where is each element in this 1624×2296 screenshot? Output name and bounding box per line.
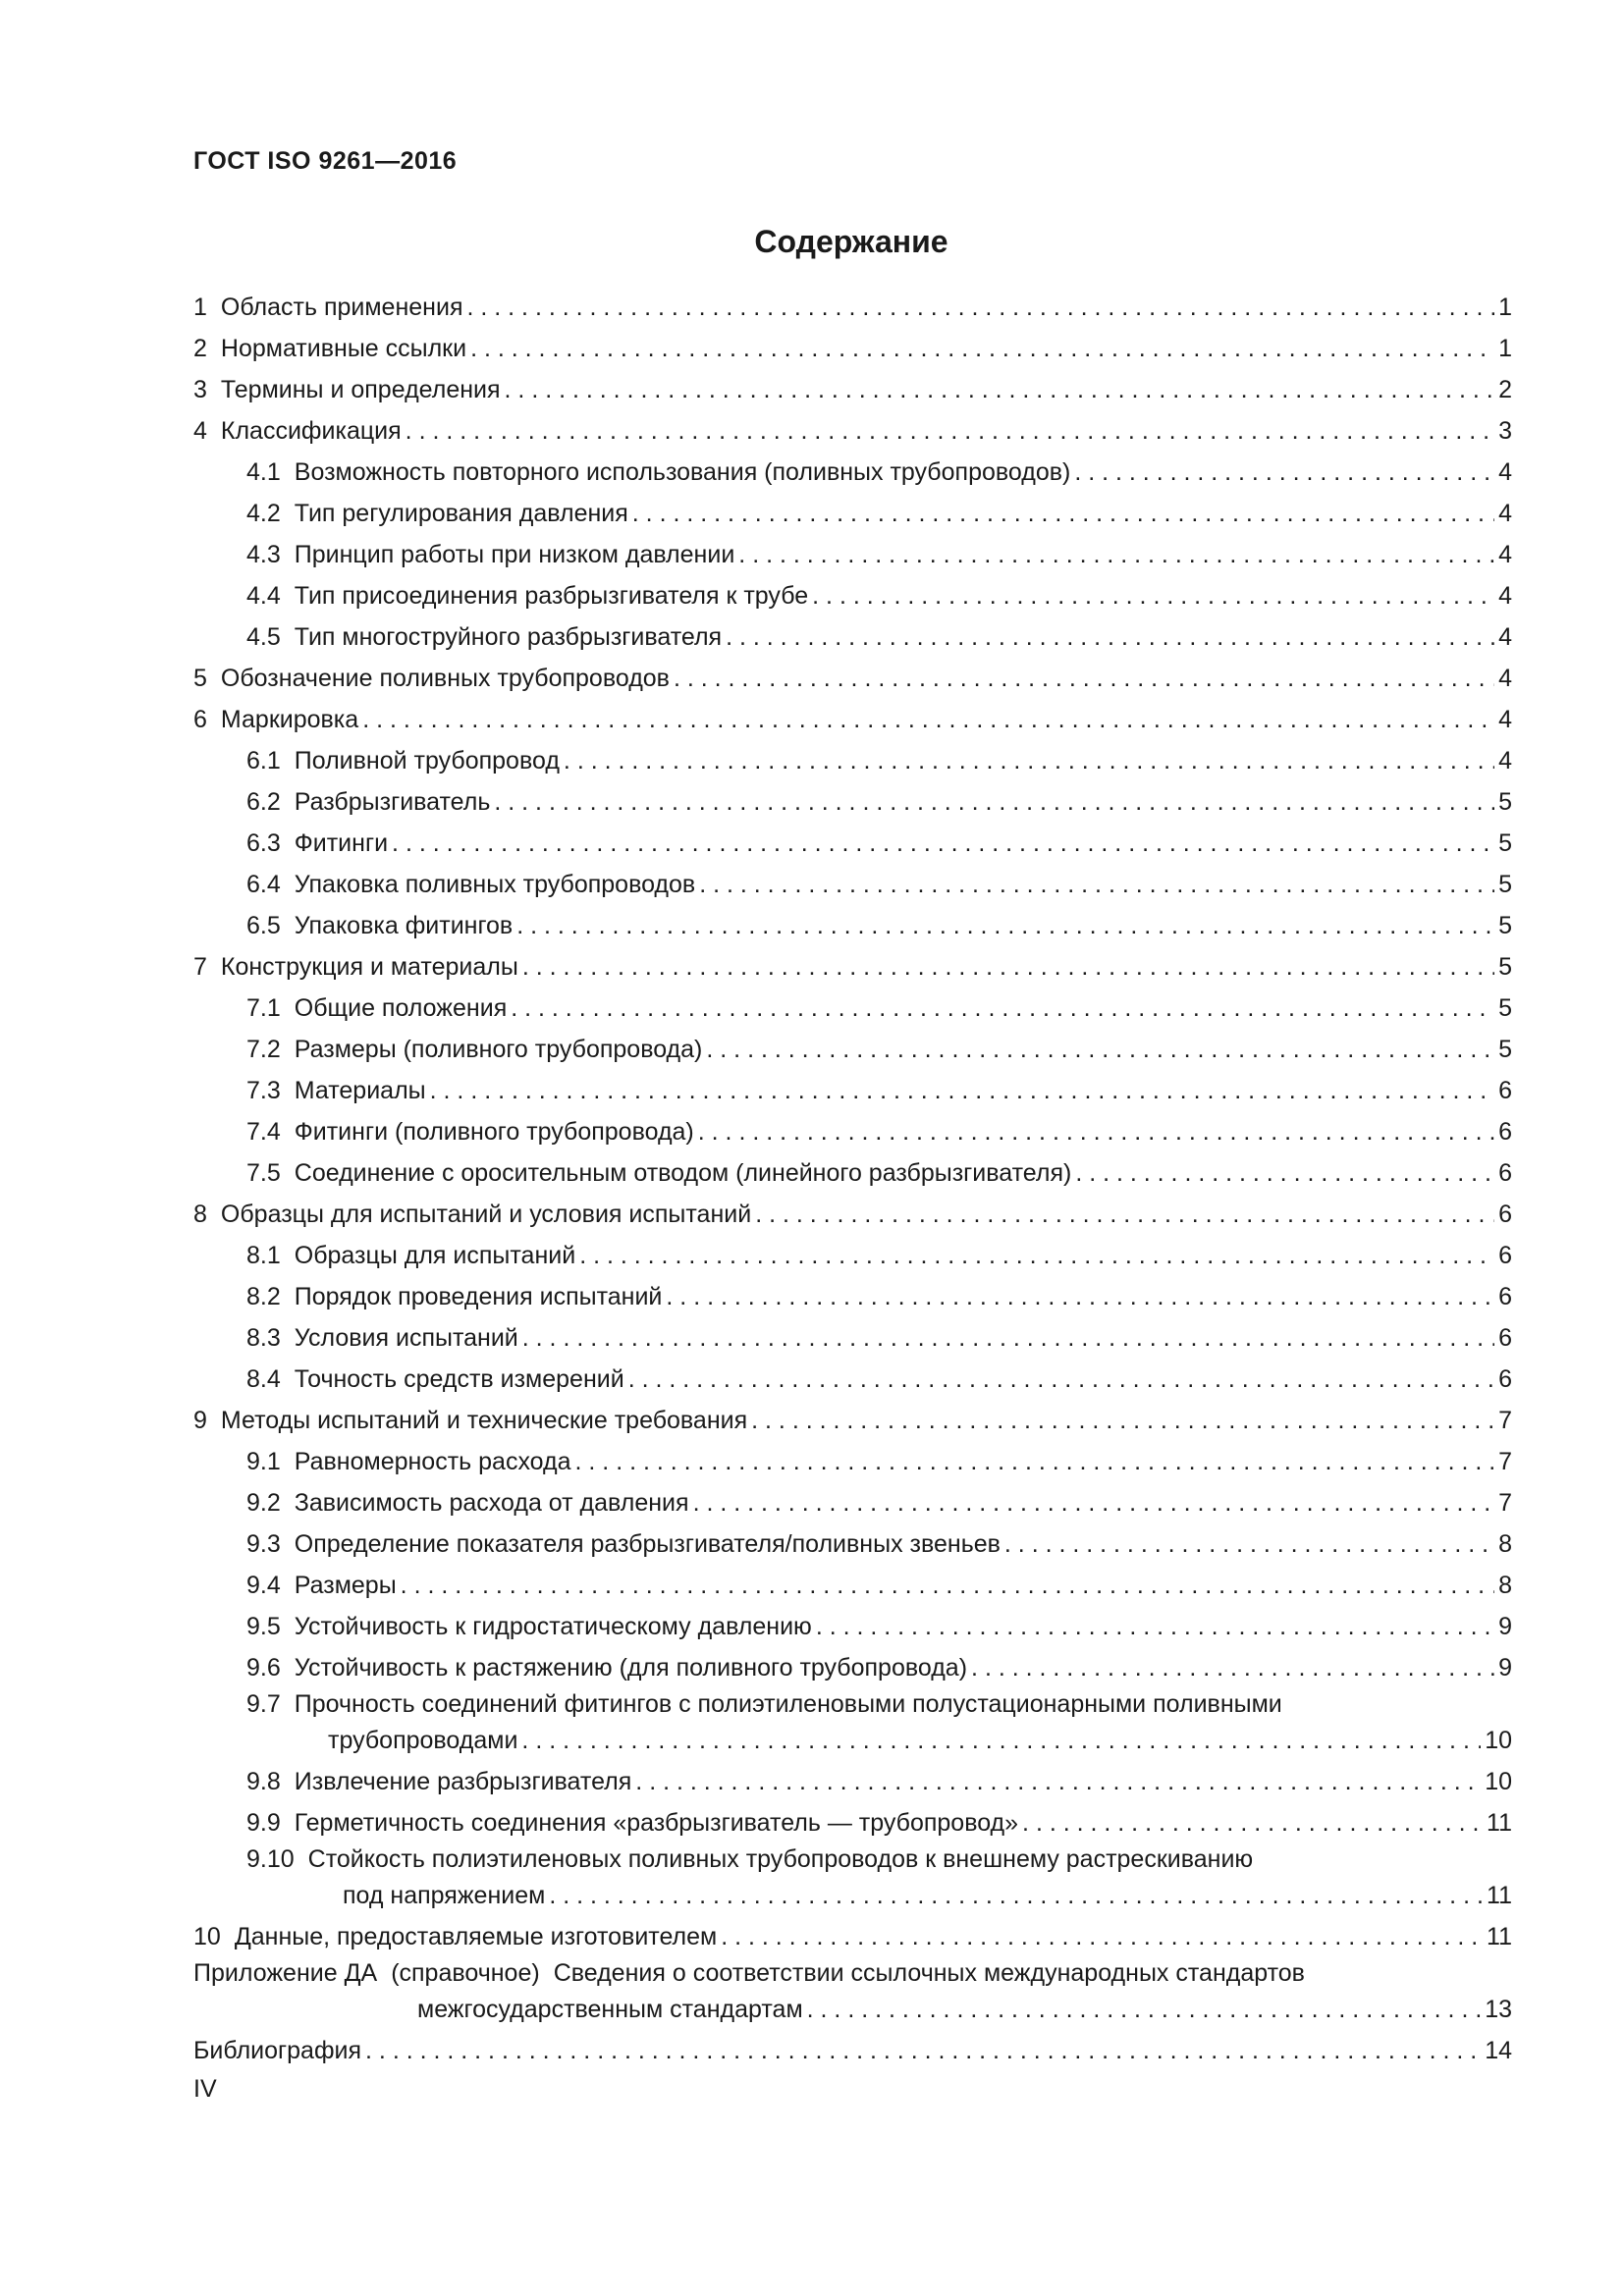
toc-section-number: 4.4 (246, 582, 281, 610)
toc-dot-leader (674, 665, 1494, 693)
toc-page-number: 5 (1498, 1036, 1512, 1063)
toc-section-title: Герметичность соединения «разбрызгиватель — трубопровод» (294, 1809, 1019, 1837)
toc-section-number: 7.2 (246, 1036, 281, 1063)
toc-dot-leader (726, 623, 1494, 652)
toc-entry-line (193, 706, 1512, 734)
toc-entry[interactable] (193, 862, 1512, 903)
toc-section-number: 8.1 (246, 1242, 281, 1269)
toc-page-number: 6 (1498, 1077, 1512, 1104)
toc-section-title: Общие положения (294, 994, 508, 1022)
toc-page-number: 11 (1487, 1809, 1512, 1837)
toc-dot-leader (579, 1242, 1494, 1270)
toc-page-number: 4 (1498, 582, 1512, 610)
toc-entry[interactable] (193, 1398, 1512, 1439)
toc-dot-leader (812, 582, 1494, 611)
toc-entry-first-line (246, 1690, 1512, 1719)
toc-page-number: 5 (1498, 994, 1512, 1022)
toc-entry[interactable] (193, 2028, 1512, 2069)
toc-entry[interactable] (193, 450, 1512, 491)
toc-section-number: 8.4 (246, 1365, 281, 1393)
toc-section-number: 9.2 (246, 1489, 281, 1517)
toc-page-number: 2 (1498, 376, 1512, 403)
toc-section-title: Принцип работы при низком давлении (294, 541, 735, 568)
toc-section-number: 7.4 (246, 1118, 281, 1146)
toc-entry-line (246, 1365, 1512, 1394)
toc-entry-line (193, 376, 1512, 404)
toc-page-number: 14 (1485, 2037, 1512, 2064)
toc-entry-line (193, 953, 1512, 982)
toc-section-title: Тип регулирования давления (294, 500, 628, 527)
toc-page-number: 4 (1498, 623, 1512, 651)
toc-section-title: Упаковка поливных трубопроводов (294, 871, 696, 898)
toc-entry[interactable] (193, 1800, 1512, 1842)
toc-dot-leader (494, 788, 1494, 817)
toc-section-number: 9 (193, 1407, 207, 1434)
toc-section-title: Точность средств измерений (294, 1365, 624, 1393)
toc-page-number: 7 (1498, 1448, 1512, 1475)
toc-entry-line (193, 1923, 1512, 1951)
toc-page-number: 4 (1498, 665, 1512, 692)
toc-section-title: Возможность повторного использования (поливных трубопроводов) (294, 458, 1071, 486)
toc-page-number: 9 (1498, 1654, 1512, 1682)
toc-entry-line (246, 1768, 1512, 1796)
toc-section-number: 9.3 (246, 1530, 281, 1558)
toc-section-number: 7 (193, 953, 207, 981)
toc-entry-line (246, 747, 1512, 775)
toc-entry[interactable] (193, 614, 1512, 656)
toc-dot-leader (575, 1448, 1494, 1476)
toc-page-number: 4 (1498, 541, 1512, 568)
toc-section-title: Область применения (220, 294, 463, 321)
toc-section-number: 9.1 (246, 1448, 281, 1475)
toc-entry[interactable] (193, 326, 1512, 367)
toc-section-number: 2 (193, 335, 207, 362)
toc-page-number: 5 (1498, 788, 1512, 816)
toc-page-number: 4 (1498, 747, 1512, 774)
toc-entry-line (246, 1489, 1512, 1518)
toc-page-number: 3 (1498, 417, 1512, 445)
toc-entry-line (193, 294, 1512, 322)
toc-entry[interactable] (193, 573, 1512, 614)
toc-section-number: 9.6 (246, 1654, 281, 1682)
toc-entry[interactable] (193, 1522, 1512, 1563)
toc-dot-leader (522, 1324, 1494, 1353)
toc-entry[interactable] (193, 1955, 1512, 2028)
toc-section-title: Соединение с оросительным отводом (линейного разбрызгивателя) (294, 1159, 1072, 1187)
toc-page-number: 11 (1487, 1923, 1512, 1950)
toc-page-number: 6 (1498, 1324, 1512, 1352)
toc-section-title: Нормативные ссылки (220, 335, 467, 362)
toc-section-title: Определение показателя разбрызгивателя/поливных звеньев (294, 1530, 1001, 1558)
toc-dot-leader (755, 1201, 1494, 1229)
toc-dot-leader (511, 994, 1494, 1023)
toc-page-number: 5 (1498, 912, 1512, 939)
toc-entry[interactable] (193, 1842, 1512, 1914)
toc-dot-leader (632, 500, 1494, 528)
toc-dot-leader (401, 1572, 1494, 1600)
toc-section-title: Зависимость расхода от давления (294, 1489, 689, 1517)
toc-page-number: 5 (1498, 871, 1512, 898)
toc-page-number: 5 (1498, 829, 1512, 857)
toc-section-number: 4.1 (246, 458, 281, 486)
toc-entry-line (193, 1201, 1512, 1229)
toc-entry-line (193, 1996, 1512, 2024)
toc-section-number: 3 (193, 376, 207, 403)
toc-entry-first-line (193, 1959, 1512, 1988)
toc-entry[interactable] (193, 1150, 1512, 1192)
page-number: IV (193, 2075, 217, 2103)
toc-page-number: 4 (1498, 500, 1512, 527)
toc-entry-line (246, 1530, 1512, 1559)
toc-section-title-continuation: межгосударственным стандартам (417, 1996, 803, 2023)
toc-dot-leader (693, 1489, 1494, 1518)
toc-entry[interactable] (193, 1604, 1512, 1645)
toc-dot-leader (1004, 1530, 1494, 1559)
toc-section-title: Порядок проведения испытаний (294, 1283, 663, 1310)
toc-entry[interactable] (193, 903, 1512, 944)
toc-section-number: 6.5 (246, 912, 281, 939)
toc-dot-leader (505, 376, 1494, 404)
toc-section-number: 8.2 (246, 1283, 281, 1310)
toc-entry-line (246, 623, 1512, 652)
toc-section-title: Условия испытаний (294, 1324, 518, 1352)
document-code-header: ГОСТ ISO 9261—2016 (193, 147, 458, 175)
toc-dot-leader (392, 829, 1494, 858)
toc-page-number: 6 (1498, 1118, 1512, 1146)
toc-entry-line (246, 1882, 1512, 1910)
toc-entry-line (246, 1118, 1512, 1147)
toc-section-title: Образцы для испытаний и условия испытаний (220, 1201, 752, 1228)
toc-entry[interactable] (193, 1109, 1512, 1150)
toc-entry-line (193, 335, 1512, 363)
toc-page-number: 6 (1498, 1283, 1512, 1310)
toc-section-title: Данные, предоставляемые изготовителем (234, 1923, 718, 1950)
toc-page-number: 5 (1498, 953, 1512, 981)
toc-page-number: 9 (1498, 1613, 1512, 1640)
toc-entry[interactable] (193, 1192, 1512, 1233)
toc-entry[interactable] (193, 367, 1512, 408)
toc-section-number: 4.5 (246, 623, 281, 651)
toc-section-number: 4 (193, 417, 207, 445)
toc-section-number: 7.1 (246, 994, 281, 1022)
toc-page-number: 1 (1498, 335, 1512, 362)
toc-dot-leader (564, 747, 1494, 775)
toc-section-number: 7.3 (246, 1077, 281, 1104)
toc-entry[interactable] (193, 821, 1512, 862)
toc-entry[interactable] (193, 738, 1512, 779)
toc-section-title: Стойкость полиэтиленовых поливных трубопроводов к внешнему растрескиванию (307, 1845, 1254, 1873)
toc-entry[interactable] (193, 1686, 1512, 1759)
toc-page-number: 10 (1485, 1727, 1512, 1754)
toc-page-number: 4 (1498, 458, 1512, 486)
toc-dot-leader (466, 294, 1494, 322)
toc-section-title: Образцы для испытаний (294, 1242, 576, 1269)
toc-dot-leader (430, 1077, 1494, 1105)
toc-entry-line (246, 541, 1512, 569)
toc-entry-first-line (246, 1845, 1512, 1874)
toc-section-title: Равномерность расхода (294, 1448, 571, 1475)
toc-section-number: 6.3 (246, 829, 281, 857)
toc-dot-leader (1075, 1159, 1494, 1188)
toc-entry-line (246, 1654, 1512, 1682)
toc-entry-line (193, 1407, 1512, 1435)
toc-dot-leader (1074, 458, 1494, 487)
toc-dot-leader (521, 1727, 1481, 1755)
toc-page-number: 8 (1498, 1530, 1512, 1558)
toc-dot-leader (362, 706, 1494, 734)
toc-entry[interactable] (193, 779, 1512, 821)
toc-section-number: 10 (193, 1923, 221, 1950)
toc-section-number: 9.7 (246, 1690, 281, 1718)
toc-entry[interactable] (193, 1914, 1512, 1955)
toc-page-number: 10 (1485, 1768, 1512, 1795)
toc-dot-leader (635, 1768, 1481, 1796)
toc-entry[interactable] (193, 1068, 1512, 1109)
toc-dot-leader (470, 335, 1494, 363)
toc-section-number: 9.5 (246, 1613, 281, 1640)
toc-entry-line (246, 1036, 1512, 1064)
toc-entry[interactable] (193, 1645, 1512, 1686)
toc-section-title-continuation: трубопроводами (328, 1727, 518, 1754)
toc-entry[interactable] (193, 1357, 1512, 1398)
toc-entry-line (246, 1727, 1512, 1755)
toc-entry[interactable] (193, 1480, 1512, 1522)
toc-section-title: Разбрызгиватель (294, 788, 491, 816)
toc-page-number: 6 (1498, 1365, 1512, 1393)
toc-entry-line (246, 1159, 1512, 1188)
toc-dot-leader (816, 1613, 1494, 1641)
toc-entry-line (246, 788, 1512, 817)
toc-entry[interactable] (193, 656, 1512, 697)
toc-section-number: 9.4 (246, 1572, 281, 1599)
toc-page-number: 7 (1498, 1407, 1512, 1434)
toc-entry[interactable] (193, 1759, 1512, 1800)
toc-section-title: Тип многоструйного разбрызгивателя (294, 623, 723, 651)
toc-dot-leader (698, 1118, 1494, 1147)
toc-page-number: 7 (1498, 1489, 1512, 1517)
toc-entry-line (246, 994, 1512, 1023)
toc-entry[interactable] (193, 408, 1512, 450)
toc-page-number: 6 (1498, 1242, 1512, 1269)
toc-section-title: Маркировка (220, 706, 359, 733)
toc-section-number: 7.5 (246, 1159, 281, 1187)
toc-entry-line (246, 1283, 1512, 1311)
toc-entry[interactable] (193, 986, 1512, 1027)
toc-entry-line (246, 1613, 1512, 1641)
toc-section-title: Сведения о соответствии ссылочных международных стандартов (553, 1959, 1305, 1987)
toc-entry[interactable] (193, 1274, 1512, 1315)
toc-section-title: Термины и определения (220, 376, 501, 403)
toc-section-title: Извлечение разбрызгивателя (294, 1768, 632, 1795)
toc-title: Содержание (754, 224, 948, 259)
toc-entry-line (193, 417, 1512, 446)
toc-section-title: Размеры (поливного трубопровода) (294, 1036, 703, 1063)
toc-section-number: 6.2 (246, 788, 281, 816)
toc-section-title: Библиография (193, 2037, 362, 2064)
toc-entry[interactable] (193, 944, 1512, 986)
toc-entry-line (246, 1324, 1512, 1353)
toc-section-title: Классификация (220, 417, 402, 445)
toc-page-number: 6 (1498, 1201, 1512, 1228)
toc-section-number: 5 (193, 665, 207, 692)
toc-page-number: 1 (1498, 294, 1512, 321)
toc-section-number: 6.4 (246, 871, 281, 898)
toc-entry-line (246, 1242, 1512, 1270)
toc-entry-line (246, 912, 1512, 940)
toc-entry[interactable] (193, 1439, 1512, 1480)
toc-section-title: Устойчивость к гидростатическому давлению (294, 1613, 812, 1640)
toc-entry[interactable] (193, 1563, 1512, 1604)
table-of-contents (193, 285, 1512, 2069)
toc-section-number: 9.9 (246, 1809, 281, 1837)
toc-dot-leader (699, 871, 1494, 899)
toc-section-title: Устойчивость к растяжению (для поливного трубопровода) (294, 1654, 968, 1682)
toc-entry-line (193, 2037, 1512, 2065)
toc-entry[interactable] (193, 532, 1512, 573)
toc-dot-leader (522, 953, 1494, 982)
toc-entry-line (193, 665, 1512, 693)
toc-dot-leader (706, 1036, 1494, 1064)
toc-entry[interactable] (193, 1027, 1512, 1068)
toc-section-title: Прочность соединений фитингов с полиэтиленовыми полустационарными поливными (294, 1690, 1282, 1718)
toc-dot-leader (721, 1923, 1483, 1951)
toc-section-number: 1 (193, 294, 207, 321)
toc-section-number: 9.10 (246, 1845, 295, 1873)
toc-dot-leader (549, 1882, 1483, 1910)
toc-section-title: Фитинги (294, 829, 389, 857)
toc-section-title: Упаковка фитингов (294, 912, 514, 939)
toc-dot-leader (516, 912, 1494, 940)
toc-entry-line (246, 1572, 1512, 1600)
toc-section-title: Методы испытаний и технические требования (220, 1407, 748, 1434)
toc-section-number: Приложение ДА (193, 1959, 378, 1987)
toc-page-number: 8 (1498, 1572, 1512, 1599)
toc-section-number: 8 (193, 1201, 207, 1228)
toc-dot-leader (807, 1996, 1482, 2024)
toc-dot-leader (1022, 1809, 1483, 1838)
toc-section-number: 6.1 (246, 747, 281, 774)
toc-entry[interactable] (193, 697, 1512, 738)
toc-section-number: 8.3 (246, 1324, 281, 1352)
toc-section-title: Обозначение поливных трубопроводов (220, 665, 670, 692)
toc-dot-leader (406, 417, 1494, 446)
toc-section-number: 6 (193, 706, 207, 733)
toc-entry-line (246, 1448, 1512, 1476)
toc-entry-line (246, 829, 1512, 858)
toc-section-title: Фитинги (поливного трубопровода) (294, 1118, 694, 1146)
toc-entry-line (246, 458, 1512, 487)
toc-section-number: 4.2 (246, 500, 281, 527)
toc-dot-leader (365, 2037, 1481, 2065)
toc-entry-line (246, 871, 1512, 899)
toc-entry-line (246, 582, 1512, 611)
toc-annex-kind: (справочное) (391, 1959, 540, 1987)
toc-dot-leader (751, 1407, 1494, 1435)
toc-entry-line (246, 1809, 1512, 1838)
toc-entry[interactable] (193, 285, 1512, 326)
toc-page-number: 13 (1485, 1996, 1512, 2023)
toc-dot-leader (971, 1654, 1494, 1682)
toc-section-title: Поливной трубопровод (294, 747, 560, 774)
toc-section-title-continuation: под напряжением (343, 1882, 546, 1909)
toc-section-title: Конструкция и материалы (220, 953, 518, 981)
toc-page-number: 6 (1498, 1159, 1512, 1187)
toc-section-title: Тип присоединения разбрызгивателя к трубе (294, 582, 809, 610)
toc-section-number: 9.8 (246, 1768, 281, 1795)
toc-page-number: 11 (1487, 1882, 1512, 1909)
toc-dot-leader (628, 1365, 1494, 1394)
toc-section-title: Размеры (294, 1572, 397, 1599)
toc-entry[interactable] (193, 1315, 1512, 1357)
toc-section-number: 4.3 (246, 541, 281, 568)
toc-section-title: Материалы (294, 1077, 426, 1104)
toc-page-number: 4 (1498, 706, 1512, 733)
toc-entry[interactable] (193, 491, 1512, 532)
toc-entry-line (246, 1077, 1512, 1105)
toc-entry[interactable] (193, 1233, 1512, 1274)
toc-dot-leader (666, 1283, 1494, 1311)
toc-entry-line (246, 500, 1512, 528)
toc-dot-leader (738, 541, 1494, 569)
